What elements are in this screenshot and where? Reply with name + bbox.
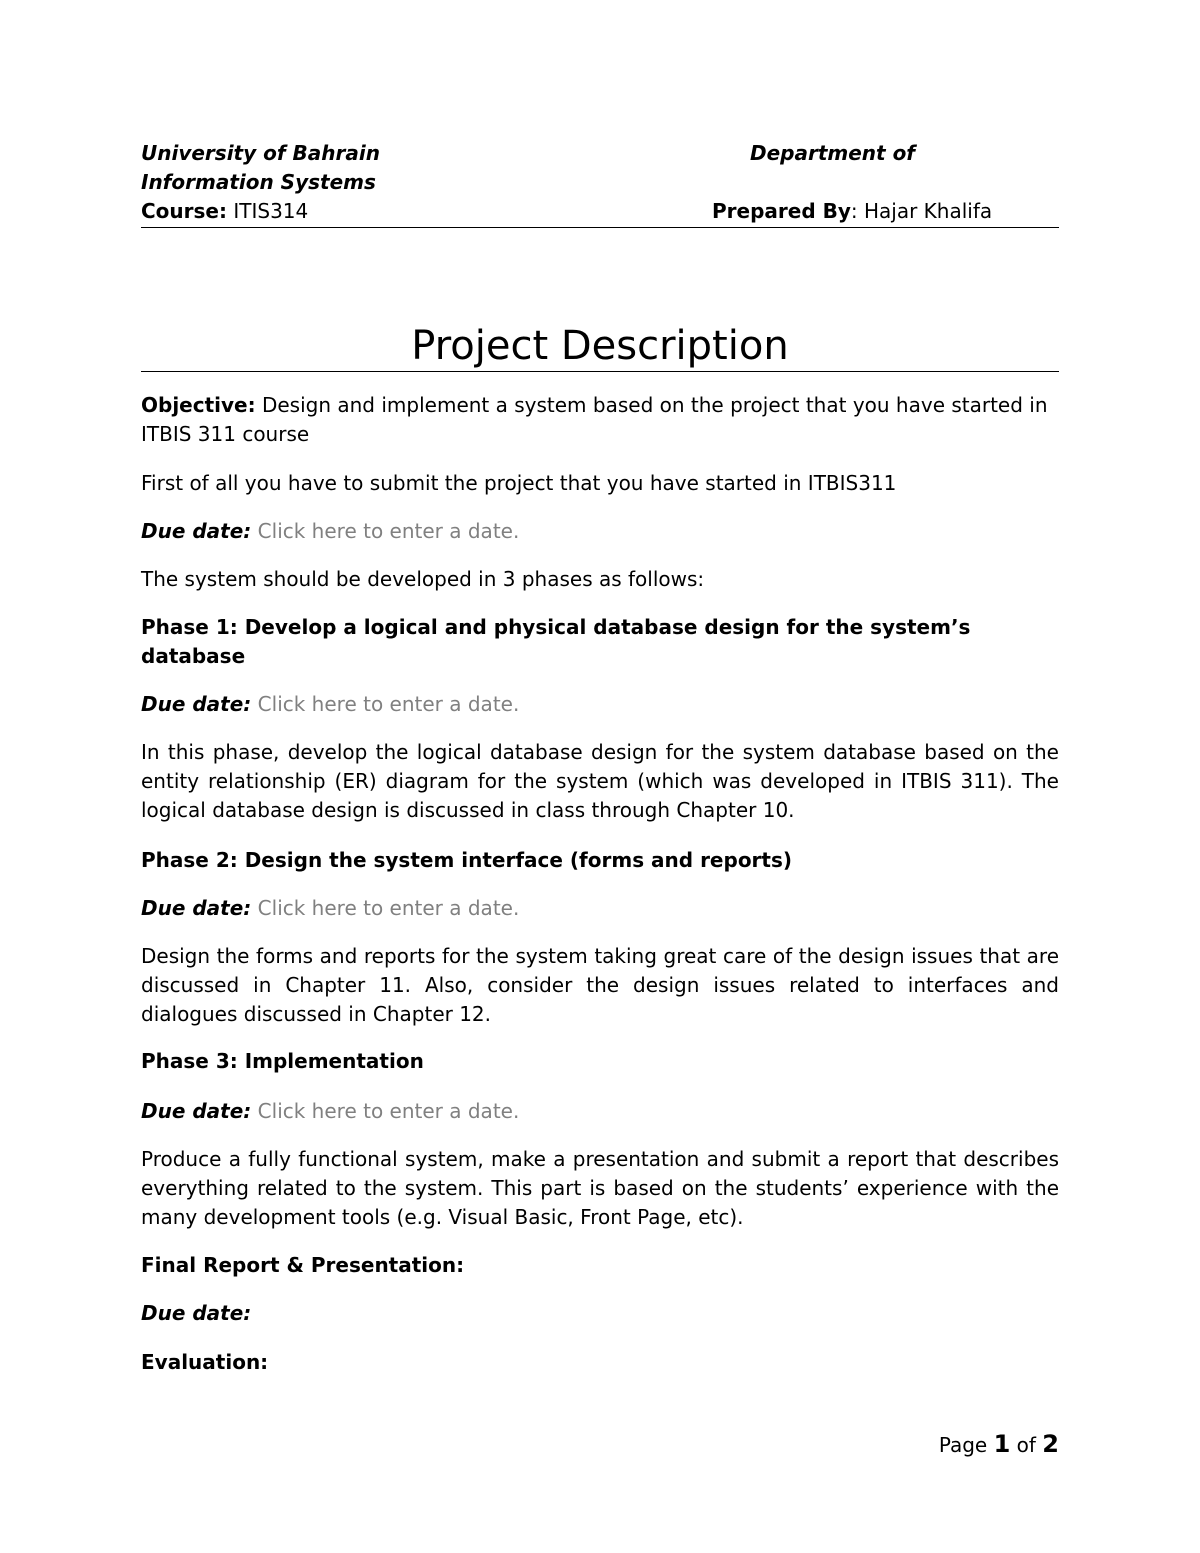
- final-report-due-date-label: Due date:: [141, 1301, 252, 1325]
- due-date-label: Due date:: [141, 896, 252, 920]
- header-rule: [141, 227, 1059, 228]
- prepared-by-value: : Hajar Khalifa: [850, 199, 993, 223]
- phase-1-due-date: [141, 690, 1059, 719]
- due-date-label: Due date:: [141, 692, 252, 716]
- department-line-2: Information Systems: [141, 170, 376, 194]
- university-name: University of Bahrain: [141, 141, 380, 165]
- course-info: [141, 197, 308, 226]
- phase-1-body: In this phase, develop the logical database design for the system database based on the entity relationship (ER) diagram for the system (which was developed in ITBIS 311). The logical database design is discussed in class through Chapter 10.: [141, 740, 1059, 822]
- phases-intro: The system should be developed in 3 phases as follows:: [141, 567, 705, 591]
- department-line-1: Department of: [750, 141, 916, 165]
- objective-label: Objective:: [141, 393, 256, 417]
- phase-2-due-date-picker[interactable]: Click here to enter a date.: [251, 896, 520, 920]
- prepared-by-label: Prepared By: [712, 199, 851, 223]
- prepared-by-info: [712, 197, 992, 226]
- objective-text: Design and implement a system based on the project that you have started in ITBIS 311 course: [141, 393, 1048, 446]
- due-date-general: [141, 517, 1059, 546]
- phase-3-due-date-picker[interactable]: Click here to enter a date.: [251, 1099, 520, 1123]
- objective-paragraph: [141, 391, 1059, 449]
- due-date-picker[interactable]: Click here to enter a date.: [251, 519, 520, 543]
- final-report-heading: Final Report & Presentation:: [141, 1253, 465, 1277]
- page-title: Project Description: [411, 323, 789, 369]
- phase-2-body: Design the forms and reports for the system taking great care of the design issues that are discussed in Chapter 11. Also, consider the design issues related to interfaces and dialogues discussed in Chapter 12.: [141, 944, 1059, 1026]
- course-label: Course:: [141, 199, 227, 223]
- total-page-number: 2: [1042, 1430, 1059, 1458]
- phase-3-body: Produce a fully functional system, make a presentation and submit a report that describes everything related to the system. This part is based on the students’ experience with the many development tools (e.g. Visual Basic, Front Page, etc).: [141, 1147, 1059, 1229]
- document-page: [141, 0, 1059, 1553]
- evaluation-heading: Evaluation:: [141, 1350, 269, 1374]
- page-number-footer: [939, 1430, 1059, 1460]
- phase-2-heading: Phase 2: Design the system interface (forms and reports): [141, 848, 793, 872]
- phase-3-due-date: [141, 1097, 1059, 1126]
- phase-1-due-date-picker[interactable]: Click here to enter a date.: [251, 692, 520, 716]
- current-page-number: 1: [993, 1430, 1011, 1458]
- page-word: Page: [938, 1433, 994, 1457]
- phase-1-heading: Phase 1: Develop a logical and physical database design for the system’s database: [141, 615, 971, 668]
- phase-2-due-date: [141, 894, 1059, 923]
- first-note-paragraph: First of all you have to submit the project that you have started in ITBIS311: [141, 471, 897, 495]
- due-date-label: Due date:: [141, 519, 252, 543]
- due-date-label: Due date:: [141, 1099, 252, 1123]
- of-word: of: [1010, 1433, 1043, 1457]
- course-value: ITIS314: [227, 199, 309, 223]
- phase-3-heading: Phase 3: Implementation: [141, 1049, 424, 1073]
- title-rule: [141, 371, 1059, 372]
